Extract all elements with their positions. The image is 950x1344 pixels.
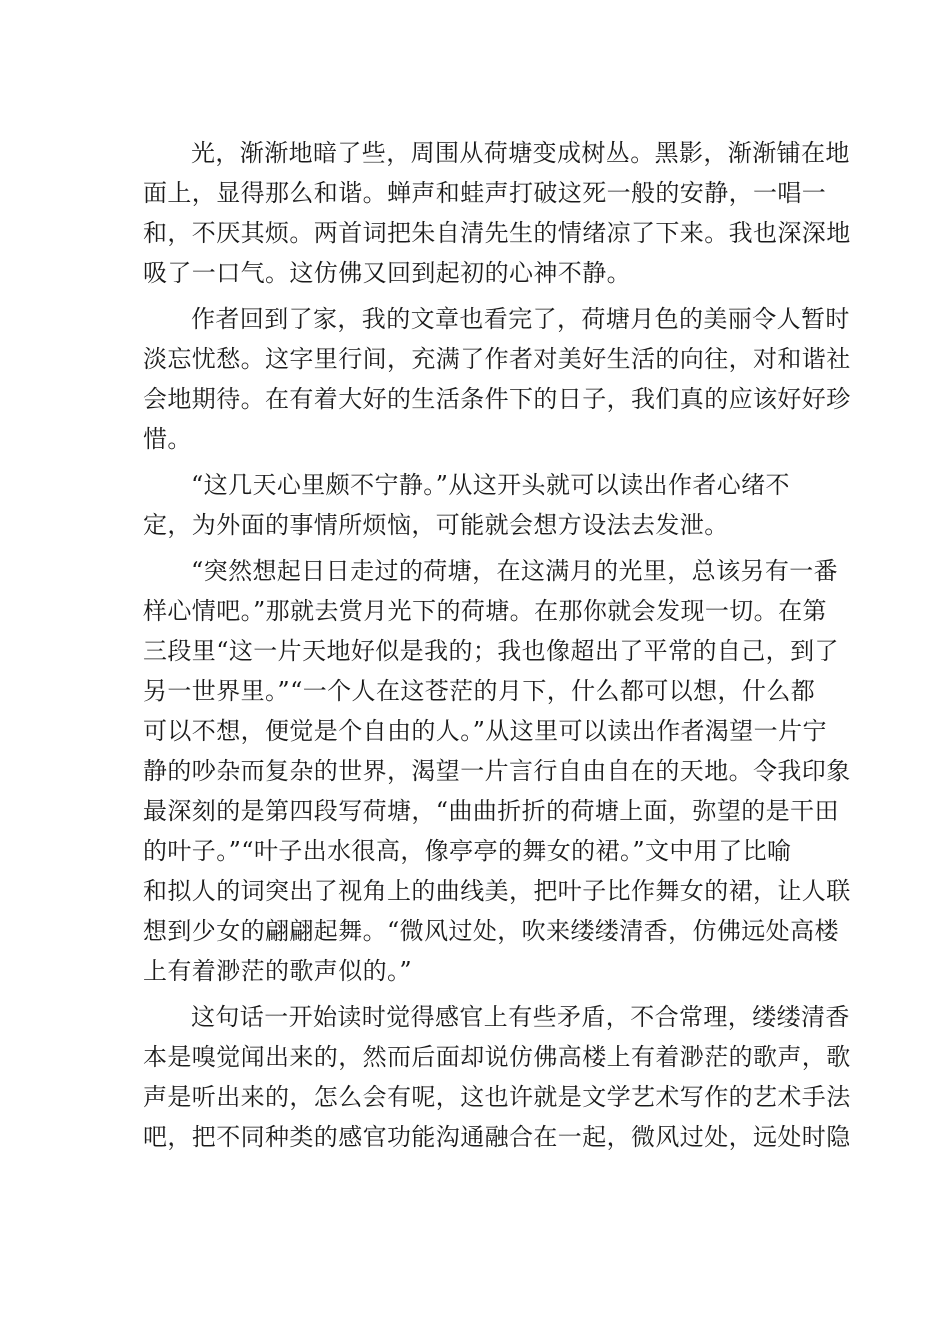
text-line: 这句话一开始读时觉得感官上有些矛盾，不合常理，缕缕清香 <box>191 1003 850 1031</box>
paragraph <box>143 997 851 1157</box>
text-line: 光，渐渐地暗了些，周围从荷塘变成树丛。黑影，渐渐铺在地 <box>191 139 850 167</box>
text-line: 另一世界里。”“一个人在这苍茫的月下，什么都可以想，什么都 <box>143 677 816 705</box>
text-line: 三段里“这一片天地好似是我的；我也像超出了平常的自己，到了 <box>143 637 839 665</box>
text-line: 和拟人的词突出了视角上的曲线美，把叶子比作舞女的裙，让人联 <box>143 877 851 905</box>
text-line: 本是嗅觉闻出来的，然而后面却说仿佛高楼上有着渺茫的歌声，歌 <box>143 1043 851 1071</box>
text-line: 的叶子。”“叶子出水很高，像亭亭的舞女的裙。”文中用了比喻 <box>143 837 792 865</box>
text-line: 上有着渺茫的歌声似的。” <box>143 957 413 985</box>
text-line: 想到少女的翩翩起舞。“微风过处，吹来缕缕清香，仿佛远处高楼 <box>143 917 839 945</box>
paragraph <box>143 133 851 293</box>
text-line: 会地期待。在有着大好的生活条件下的日子，我们真的应该好好珍 <box>143 385 851 413</box>
essay-body <box>143 133 851 1163</box>
text-line: 样心情吧。”那就去赏月光下的荷塘。在那你就会发现一切。在第 <box>143 597 827 625</box>
text-line: 和，不厌其烦。两首词把朱自清先生的情绪凉了下来。我也深深地 <box>143 219 851 247</box>
text-line: 吧，把不同种类的感官功能沟通融合在一起，微风过处，远处时隐 <box>143 1123 851 1151</box>
text-line: 声是听出来的，怎么会有呢，这也许就是文学艺术写作的艺术手法 <box>143 1083 851 1111</box>
paragraph <box>143 299 851 459</box>
text-line: 可以不想，便觉是个自由的人。”从这里可以读出作者渴望一片宁 <box>143 717 827 745</box>
text-line: “这几天心里颇不宁静。”从这开头就可以读出作者心绪不 <box>191 471 790 499</box>
text-line: 淡忘忧愁。这字里行间，充满了作者对美好生活的向往，对和谐社 <box>143 345 851 373</box>
text-line: 作者回到了家，我的文章也看完了，荷塘月色的美丽令人暂时 <box>191 305 850 333</box>
paragraph <box>143 551 851 991</box>
text-line: 吸了一口气。这仿佛又回到起初的心神不静。 <box>143 259 631 287</box>
text-line: “突然想起日日走过的荷塘，在这满月的光里，总该另有一番 <box>191 557 839 585</box>
paragraph <box>143 465 803 545</box>
text-line: 静的吵杂而复杂的世界，渴望一片言行自由自在的天地。令我印象 <box>143 757 851 785</box>
text-line: 最深刻的是第四段写荷塘，“曲曲折折的荷塘上面，弥望的是干田 <box>143 797 839 825</box>
text-line: 惜。 <box>143 425 192 453</box>
text-line: 面上，显得那么和谐。蝉声和蛙声打破这死一般的安静，一唱一 <box>143 179 827 207</box>
text-line: 定，为外面的事情所烦恼，可能就会想方设法去发泄。 <box>143 511 729 539</box>
